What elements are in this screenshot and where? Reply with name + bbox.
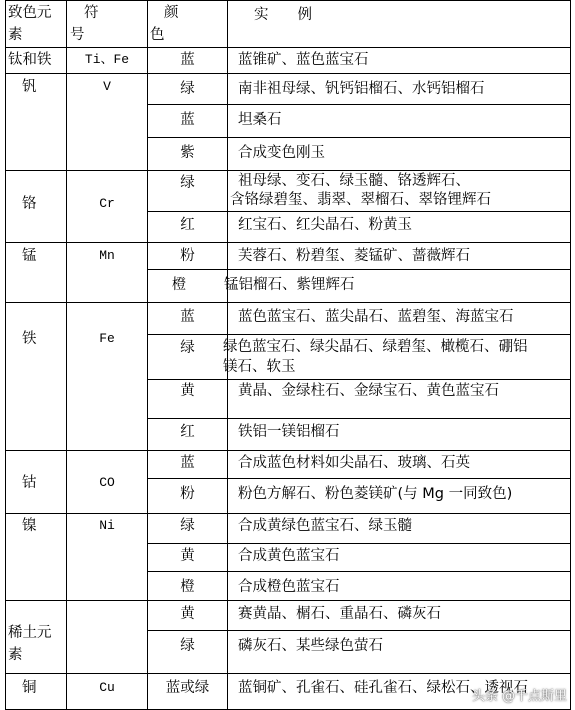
header-element [8,2,52,46]
element-co: 钴 [22,475,37,491]
color-ni-orange: 橙 [180,579,195,595]
example-fe-yellow: 黄晶、金绿柱石、金绿宝石、黄色蓝宝石 [238,383,499,399]
example-v-purple: 合成变色刚玉 [238,145,325,161]
element-fe: 铁 [22,331,37,347]
example-cr-green-line2: 含铬绿碧玺、翡翠、翠榴石、翠铬锂辉石 [230,192,491,208]
header-color-line2: 色 [150,27,165,43]
color-cr-red: 红 [180,217,195,233]
header-symbol-line2: 号 [70,27,85,43]
color-cu: 蓝或绿 [165,680,210,696]
color-co-pink: 粉 [180,486,195,502]
color-mn-orange: 橙 [171,277,187,293]
element-ti-fe: 钛和铁 [8,52,52,68]
example-ni-yellow: 合成黄色蓝宝石 [238,548,340,564]
element-rare-earth-line1: 稀土元 [8,625,52,641]
header-element-line1: 致色元 [8,5,52,21]
symbol-cr: Cr [99,196,115,211]
symbol-fe: Fe [99,331,115,346]
example-mn-pink: 芙蓉石、粉碧玺、菱锰矿、蔷薇辉石 [238,248,470,264]
symbol-ti-fe: Ti、Fe [84,52,130,67]
element-cr: 铬 [22,196,37,212]
example-cu: 蓝铜矿、孔雀石、硅孔雀石、绿松石、透视石 [238,680,528,696]
example-fe-blue: 蓝色蓝宝石、蓝尖晶石、蓝碧玺、海蓝宝石 [238,309,514,325]
symbol-mn: Mn [99,248,115,263]
watermark: 头条 @千点斯里 [471,689,567,704]
symbol-co: CO [99,475,115,490]
color-re-green: 绿 [180,638,195,654]
color-v-blue: 蓝 [180,112,195,128]
element-ni: 镍 [22,518,37,534]
example-fe-green [223,336,528,378]
color-ni-yellow: 黄 [180,548,195,564]
color-v-green: 绿 [180,81,195,97]
example-co-pink: 粉色方解石、粉色菱镁矿(与 Mg 一同致色) [238,486,513,502]
element-v: 钒 [22,79,37,95]
symbol-v: V [103,79,111,94]
color-v-purple: 紫 [180,145,195,161]
example-ti-fe-blue: 蓝锥矿、蓝色蓝宝石 [238,52,369,68]
color-co-blue: 蓝 [180,455,195,471]
color-fe-blue: 蓝 [180,309,195,325]
example-cr-red: 红宝石、红尖晶石、粉黄玉 [238,217,412,233]
element-rare-earth-line2: 素 [8,647,23,663]
header-color [150,2,179,46]
header-example: 实 例 [254,7,312,23]
example-ni-green: 合成黄绿色蓝宝石、绿玉髓 [238,518,412,534]
symbol-cu: Cu [99,680,115,695]
example-fe-red: 铁铝一镁铝榴石 [238,424,340,440]
color-fe-red: 红 [180,424,195,440]
example-v-green: 南非祖母绿、钒钙铝榴石、水钙铝榴石 [238,81,485,97]
example-fe-green-line1: 绿色蓝宝石、绿尖晶石、绿碧玺、橄榄石、硼铝 [223,339,528,355]
example-mn-orange: 锰铝榴石、紫锂辉石 [224,277,355,293]
element-mn: 锰 [22,248,37,264]
color-mn-pink: 粉 [180,248,195,264]
color-fe-yellow: 黄 [180,383,195,399]
header-color-line1: 颜 [164,5,179,21]
example-re-green: 磷灰石、某些绿色萤石 [238,638,383,654]
color-cr-green: 绿 [180,175,195,191]
example-co-blue: 合成蓝色材料如尖晶石、玻璃、石英 [238,455,470,471]
example-cr-green-line1: 祖母绿、变石、绿玉髓、铬透辉石、 [238,173,470,189]
symbol-ni: Ni [99,518,115,533]
color-fe-green: 绿 [180,340,195,356]
example-fe-green-line2: 镁石、软玉 [223,359,296,375]
color-ni-green: 绿 [180,518,195,534]
color-ti-fe-blue: 蓝 [180,52,195,68]
example-cr-green [230,170,491,211]
example-re-yellow: 赛黄晶、榍石、重晶石、磷灰石 [238,606,441,622]
color-re-yellow: 黄 [180,606,195,622]
example-v-blue: 坦桑石 [238,112,282,128]
element-rare-earth [8,622,52,666]
header-element-line2: 素 [8,27,23,43]
header-symbol-line1: 符 [84,5,99,21]
header-symbol [70,2,99,46]
example-ni-orange: 合成橙色蓝宝石 [238,579,340,595]
element-cu: 铜 [22,680,37,696]
